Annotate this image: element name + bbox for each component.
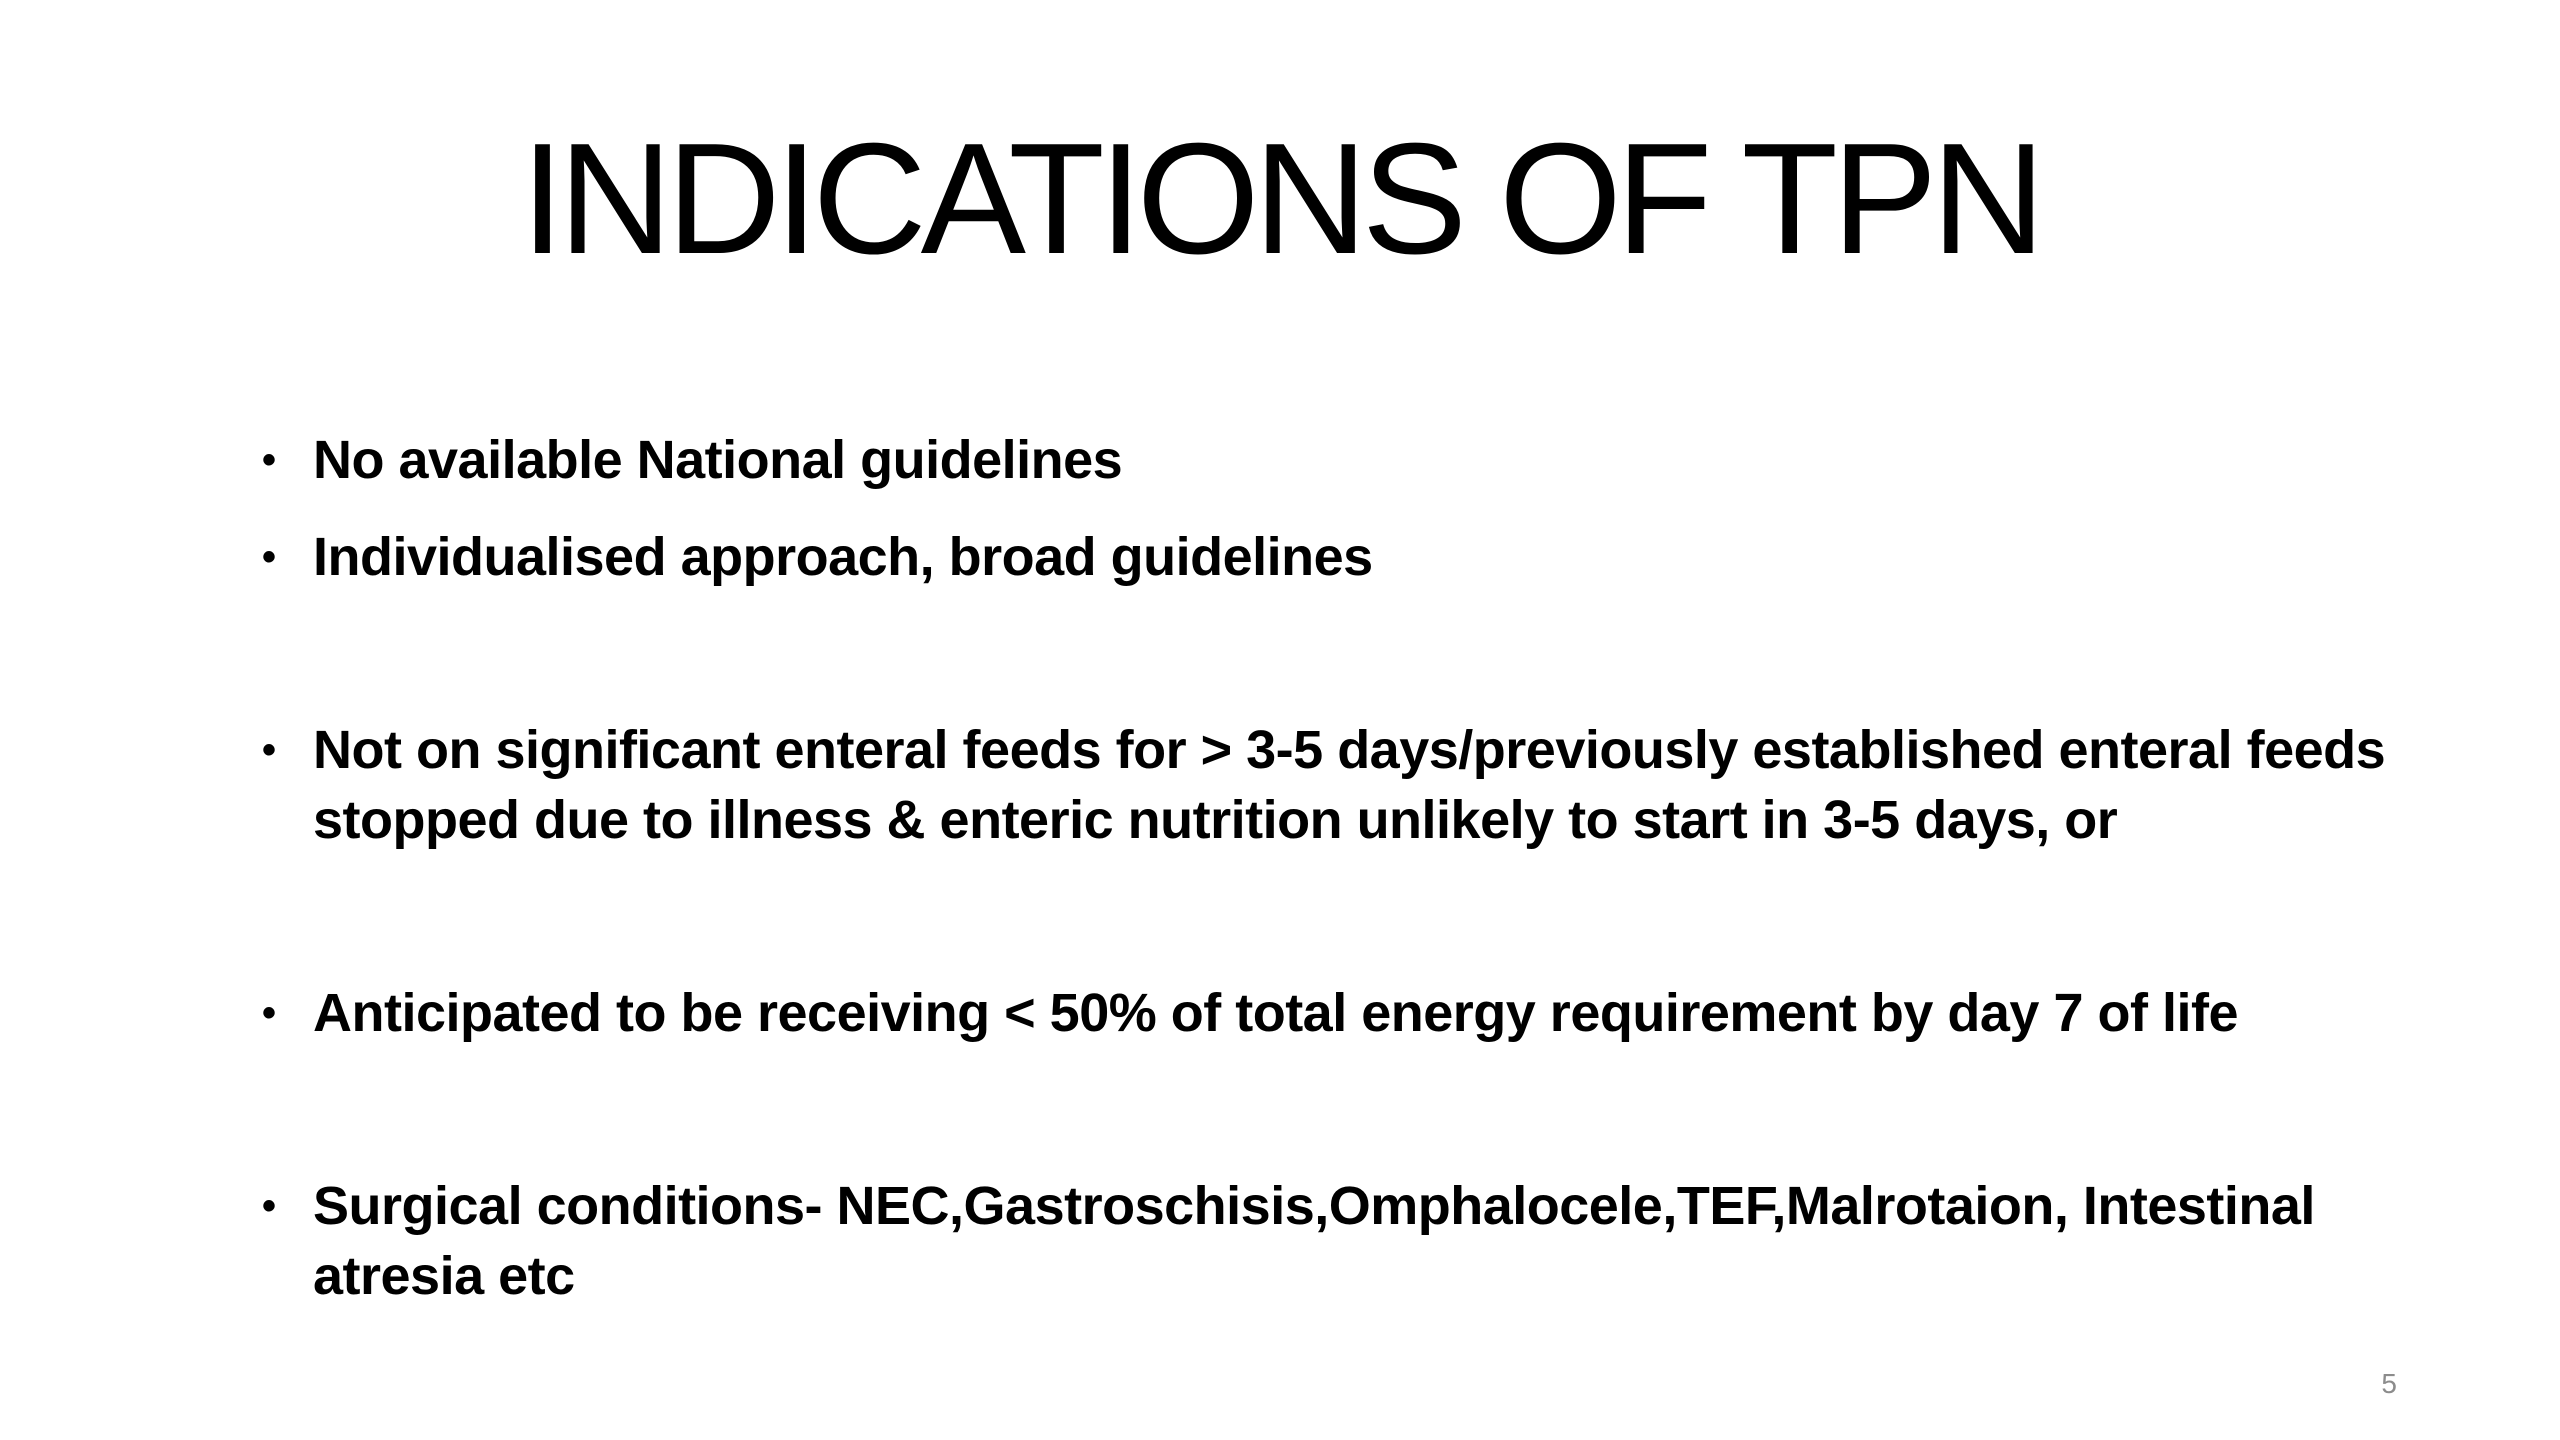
bullet-text: Individualised approach, broad guidelines (313, 527, 1373, 587)
bullet-item (262, 425, 2402, 495)
bullet-dot-icon: • (262, 1184, 276, 1228)
bullet-dot-icon: • (262, 535, 276, 579)
bullet-dot-icon: • (262, 991, 276, 1035)
bullet-item (262, 1171, 2402, 1311)
bullet-text: Surgical conditions- NEC,Gastroschisis,Omphalocele,TEF,Malrotaion, Intestinal atresia etc (313, 1176, 2315, 1306)
bullet-list (262, 425, 2402, 1311)
bullet-item (262, 522, 2402, 592)
bullet-text: Anticipated to be receiving < 50% of total energy requirement by day 7 of life (313, 983, 2238, 1043)
bullet-text: No available National guidelines (313, 430, 1123, 490)
bullet-item (262, 978, 2402, 1048)
slide-title: INDICATIONS OF TPN (520, 111, 2040, 287)
bullet-dot-icon: • (262, 438, 276, 482)
bullet-text: Not on significant enteral feeds for > 3-5 days/previously established enteral feeds stopped due to illness & enteric nutrition unlikely to start in 3-5 days, or (313, 720, 2386, 850)
bullet-dot-icon: • (262, 728, 276, 772)
bullet-item (262, 715, 2402, 855)
slide-number: 5 (2381, 1368, 2397, 1399)
